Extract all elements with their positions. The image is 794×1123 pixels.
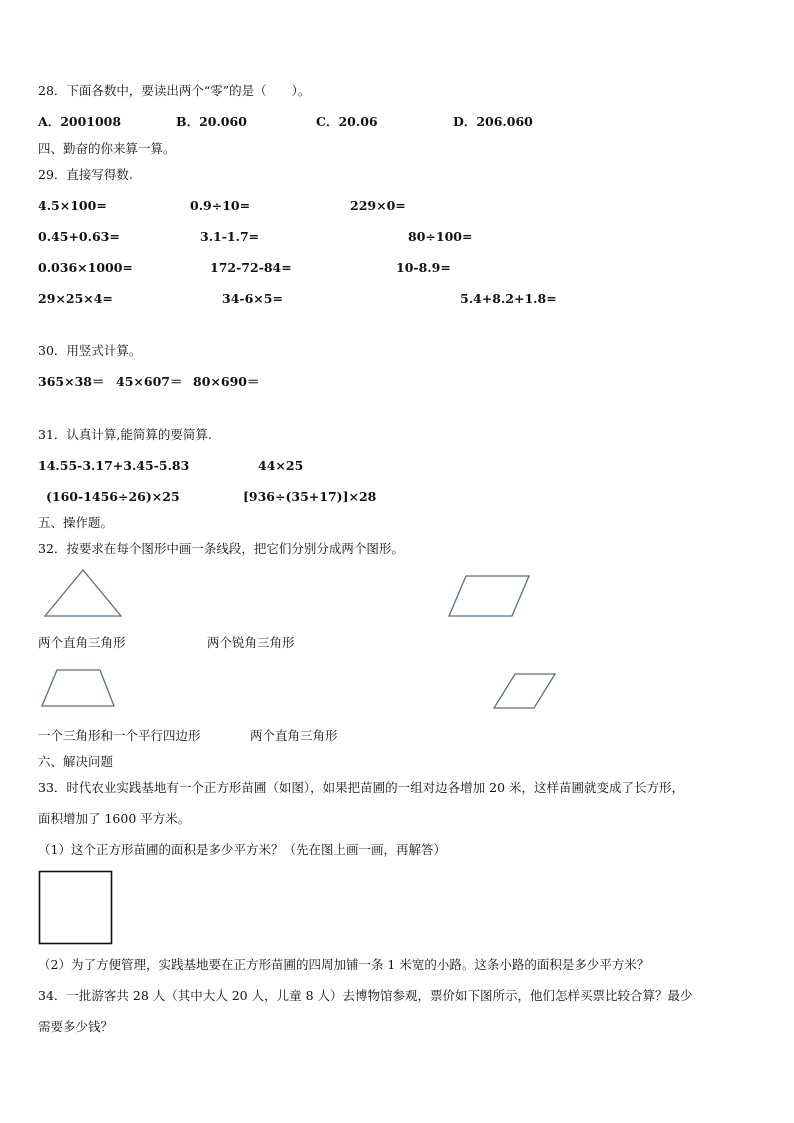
q29-expr: 0.45+0.63= <box>38 229 120 244</box>
q28-option-a: A．2001008 <box>38 114 122 129</box>
q29-expr: 10-8.9= <box>396 260 451 275</box>
q31-expr: (160-1456÷26)×25 <box>46 489 180 504</box>
q29-expr: 229×0= <box>350 198 406 213</box>
parallelogram-figure <box>444 572 534 620</box>
q32-label: 两个直角三角形 <box>38 635 126 650</box>
q32-stem: 32．按要求在每个图形中画一条线段，把它们分别分成两个图形。 <box>38 541 404 556</box>
q30-expr: 45×607＝ <box>116 374 183 389</box>
q30-stem: 30．用竖式计算。 <box>38 343 142 358</box>
section-6-heading: 六、解决问题 <box>38 754 114 769</box>
q28-option-d: D．206.060 <box>453 114 533 129</box>
q30-expr: 80×690＝ <box>193 374 260 389</box>
q29-stem: 29．直接写得数. <box>38 167 133 182</box>
q34-text-line2: 需要多少钱？ <box>38 1019 114 1034</box>
q32-label: 两个直角三角形 <box>250 728 338 743</box>
q31-expr: 14.55-3.17+3.45-5.83 <box>38 458 190 473</box>
section-5-heading: 五、操作题。 <box>38 515 114 530</box>
q28-option-b: B．20.060 <box>176 114 247 129</box>
q31-expr: 44×25 <box>258 458 304 473</box>
section-4-heading: 四、勤奋的你来算一算。 <box>38 141 176 156</box>
q32-label: 两个锐角三角形 <box>207 635 295 650</box>
q33-text-line2: 面积增加了 1600 平方米。 <box>38 811 191 826</box>
triangle-figure <box>40 566 126 620</box>
q29-expr: 29×25×4= <box>38 291 113 306</box>
q33-part1: （1）这个正方形苗圃的面积是多少平方米？（先在图上画一画，再解答） <box>38 842 446 857</box>
q28-option-c: C．20.06 <box>316 114 378 129</box>
q29-expr: 0.9÷10= <box>190 198 251 213</box>
q28-stem: 28．下面各数中，要读出两个“零”的是（ ）。 <box>38 83 311 98</box>
q29-expr: 5.4+8.2+1.8= <box>460 291 557 306</box>
q33-part2: （2）为了方便管理，实践基地要在正方形苗圃的四周加铺一条 1 米宽的小路。这条小路的面积是多少平方米？ <box>38 957 650 972</box>
rhombus-figure <box>490 670 560 712</box>
q33-text-line1: 33．时代农业实践基地有一个正方形苗圃（如图），如果把苗圃的一组对边各增加 20 米，这样苗圃就变成了长方形， <box>38 780 685 795</box>
q34-text-line1: 34．一批游客共 28 人（其中大人 20 人，儿童 8 人）去博物馆参观，票价如下图所示，他们怎样买票比较合算？最少 <box>38 988 693 1003</box>
q29-expr: 3.1-1.7= <box>200 229 260 244</box>
q31-expr: [936÷(35+17)]×28 <box>243 489 377 504</box>
q29-expr: 4.5×100= <box>38 198 107 213</box>
q30-expr: 365×38＝ <box>38 374 105 389</box>
q29-expr: 0.036×1000= <box>38 260 133 275</box>
q29-expr: 172-72-84= <box>210 260 292 275</box>
q29-expr: 34-6×5= <box>222 291 283 306</box>
q29-expr: 80÷100= <box>408 229 473 244</box>
square-nursery-figure <box>38 870 114 946</box>
trapezoid-figure <box>38 666 118 710</box>
q32-label: 一个三角形和一个平行四边形 <box>38 728 201 743</box>
q31-stem: 31．认真计算,能简算的要简算. <box>38 427 212 442</box>
